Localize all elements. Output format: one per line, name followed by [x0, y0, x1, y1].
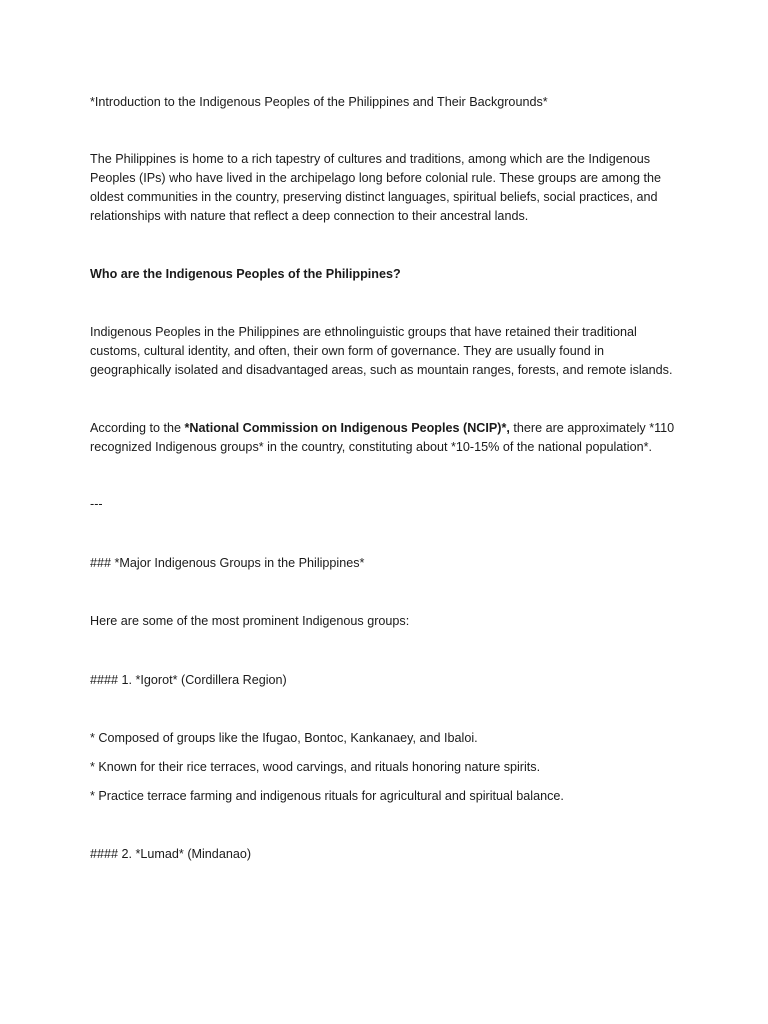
- definition-line: customs, cultural identity, and often, their own form of governance. They are usually found in: [90, 344, 605, 358]
- ncip-suffix: there are approximately *110: [509, 421, 675, 435]
- group1-heading: #### 1. *Igorot* (Cordillera Region): [90, 673, 287, 687]
- list-item: * Known for their rice terraces, wood carvings, and rituals honoring nature spirits.: [90, 760, 541, 774]
- separator: ---: [90, 497, 103, 511]
- intro-line: relationships with nature that reflect a deep connection to their ancestral lands.: [90, 209, 529, 223]
- list-item: * Practice terrace farming and indigenous rituals for agricultural and spiritual balance.: [90, 789, 564, 803]
- ncip-name: *National Commission on Indigenous Peoples (NCIP)*,: [184, 421, 510, 435]
- question-heading: Who are the Indigenous Peoples of the Philippines?: [90, 267, 401, 281]
- intro-paragraph: [90, 150, 690, 226]
- intro-line: oldest communities in the country, preserving distinct languages, spiritual beliefs, social practices, and: [90, 190, 658, 204]
- definition-paragraph: [90, 323, 690, 380]
- group2-heading: #### 2. *Lumad* (Mindanao): [90, 847, 252, 861]
- major-groups-heading: ### *Major Indigenous Groups in the Philippines*: [90, 556, 365, 570]
- intro-line: Peoples (IPs) who have lived in the archipelago long before colonial rule. These groups are among the: [90, 171, 662, 185]
- ncip-paragraph: [90, 419, 690, 457]
- list-item: * Composed of groups like the Ifugao, Bontoc, Kankanaey, and Ibaloi.: [90, 731, 478, 745]
- ncip-prefix: According to the: [90, 421, 185, 435]
- document-title: *Introduction to the Indigenous Peoples of the Philippines and Their Backgrounds*: [90, 95, 548, 109]
- ncip-line-2: recognized Indigenous groups* in the country, constituting about *10-15% of the national population*.: [90, 440, 652, 454]
- prominent-intro: Here are some of the most prominent Indigenous groups:: [90, 614, 410, 628]
- ncip-line-1: [90, 419, 690, 438]
- definition-line: geographically isolated and disadvantaged areas, such as mountain ranges, forests, and remote islands.: [90, 363, 673, 377]
- intro-line: The Philippines is home to a rich tapestry of cultures and traditions, among which are the Indigenous: [90, 152, 651, 166]
- definition-line: Indigenous Peoples in the Philippines are ethnolinguistic groups that have retained their traditional: [90, 325, 637, 339]
